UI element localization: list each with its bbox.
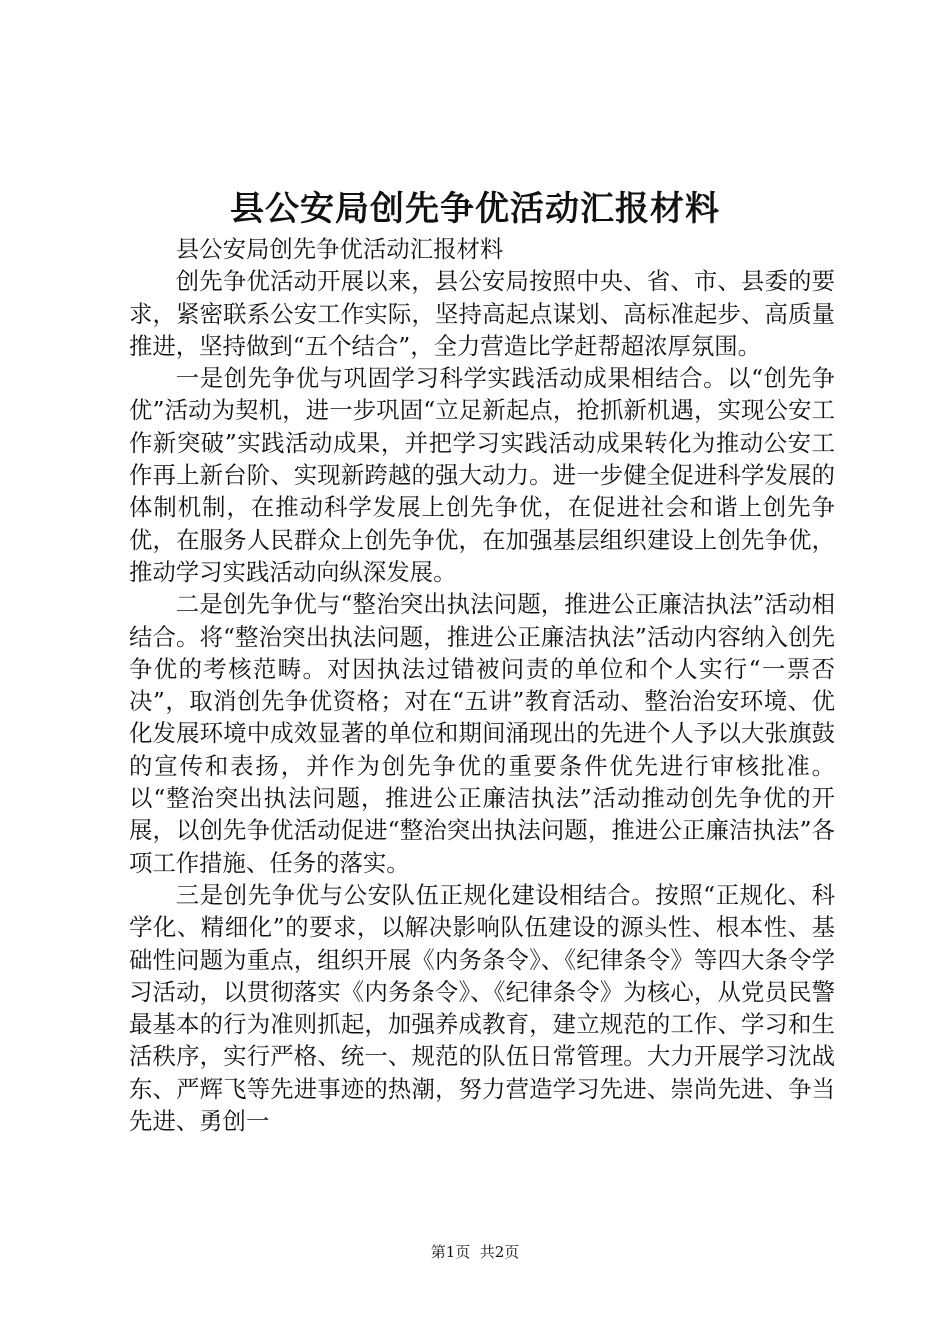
page-number: 第1页 共2页 <box>430 1243 520 1261</box>
paragraph-point-two: 二是创先争优与“整治突出执法问题，推进公正廉洁执法”活动相结合。将“整治突出执法问题，推进公正廉洁执法”活动内容纳入创先争优的考核范畴。对因执法过错被问责的单位和个人实行“一票否决”，取消创先争优资格；对在“五讲”教育活动、整治治安环境、优化发展环境中成效显著的单位和期间涌现出的先进个人予以大张旗鼓的宣传和表扬，并作为创先争优的重要条件优先进行审核批准。以“整治突出执法问题，推进公正廉洁执法”活动推动创先争优的开展，以创先争优活动促进“整治突出执法问题，推进公正廉洁执法”各项工作措施、任务的落实。 <box>129 590 835 877</box>
page-footer <box>0 1242 950 1262</box>
paragraph-point-one: 一是创先争优与巩固学习科学实践活动成果相结合。以“创先争优”活动为契机，进一步巩固“立足新起点，抢抓新机遇，实现公安工作新突破”实践活动成果，并把学习实践活动成果转化为推动公安工作再上新台阶、实现新跨越的强大动力。进一步健全促进科学发展的体制机制，在推动科学发展上创先争优，在促进社会和谐上创先争优，在服务人民群众上创先争优，在加强基层组织建设上创先争优，推动学习实践活动向纵深发展。 <box>129 364 835 586</box>
document-body <box>129 233 835 1137</box>
document-title: 县公安局创先争优活动汇报材料 <box>230 189 720 229</box>
document-subtitle: 县公安局创先争优活动汇报材料 <box>175 235 504 263</box>
paragraph-intro: 创先争优活动开展以来，县公安局按照中央、省、市、县委的要求，紧密联系公安工作实际，坚持高起点谋划、高标准起步、高质量推进，坚持做到“五个结合”，全力营造比学赶帮超浓厚氛围。 <box>129 267 835 360</box>
paragraph-point-three: 三是创先争优与公安队伍正规化建设相结合。按照“正规化、科学化、精细化”的要求，以解决影响队伍建设的源头性、根本性、基础性问题为重点，组织开展《内务条令》、《纪律条令》等四大条令学习活动，以贯彻落实《内务条令》、《纪律条令》为核心，从党员民警最基本的行为准则抓起，加强养成教育，建立规范的工作、学习和生活秩序，实行严格、统一、规范的队伍日常管理。大力开展学习沈战东、严辉飞等先进事迹的热潮，努力营造学习先进、崇尚先进、争当先进、勇创一 <box>129 880 835 1136</box>
